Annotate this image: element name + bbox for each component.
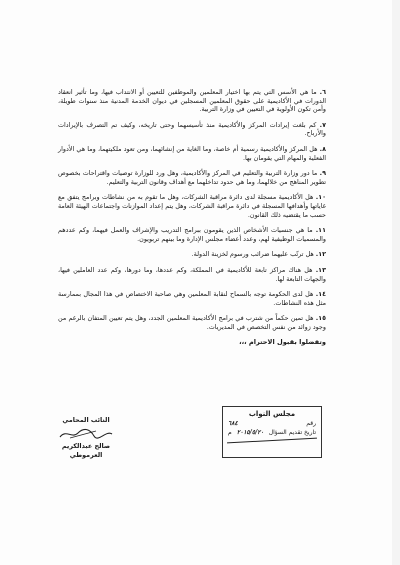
question-text: هل الأكاديمية مسجلة لدى دائرة مراقبة الشركات، وهل ما تقوم به من نشاطات وبرامج يتفق مع غاياتها وأهدافها المسجلة في دائرة مراقبة الشركات، وهل يتم إعداد الموازنات واجتماعات الهيئة العامة حسب ما يقتضيه ذلك القانون. bbox=[58, 193, 326, 219]
question-item bbox=[58, 266, 326, 283]
question-number: ٧. bbox=[319, 120, 326, 129]
question-text: كم بلغت إيرادات المركز والأكاديمية منذ تأسيسهما وحتى تاريخه، وكيف تم التصرف بالإيرادات والأرباح. bbox=[58, 120, 326, 138]
stamp-number-value: ٦٨٤ bbox=[228, 420, 238, 427]
question-number: ١٣. bbox=[315, 265, 326, 274]
stamp-number-label: رقم bbox=[306, 420, 316, 427]
parliament-stamp bbox=[222, 406, 322, 458]
signature-block bbox=[46, 416, 126, 460]
stamp-title: مجلس النواب bbox=[248, 410, 296, 418]
question-number: ١٥. bbox=[315, 314, 326, 323]
question-number: ٦. bbox=[319, 88, 326, 96]
closing-line: وتفضلوا بقبول الاحترام ،،، bbox=[239, 338, 326, 347]
question-text: ما هي الأسس التي يتم بها اختيار المعلمين والموظفين للتعيين أو الانتداب فيها، وما تأثير انعقاد الدورات في الأكاديمية على حقوق المعلمين المسجلين في ديوان الخدمة المدنية منذ سنوات طويلة، وأمن تكون الأولوية في التعيين في وزارة التربية. bbox=[58, 88, 326, 114]
question-text: هل لدى الحكومة توجه بالسماح لنقابة المعلمين وهي صاحبة الاختصاص في هذا المجال بممارسة مثل هذه النشاطات. bbox=[58, 290, 326, 307]
question-item bbox=[58, 145, 326, 162]
scan-edge bbox=[392, 0, 400, 565]
signature-name: صالح عبدالكريم العرموطي bbox=[61, 442, 111, 459]
question-number: ١٤. bbox=[315, 290, 326, 299]
question-text: هل ترتّب عليهما ضرائب ورسوم لخزينة الدولة. bbox=[191, 250, 314, 259]
handwritten-signature-icon bbox=[56, 427, 116, 441]
question-number: ١٢. bbox=[315, 250, 326, 259]
question-text: ما دور وزارة التربية والتعليم في المركز والأكاديمية، وهل ورد للوزارة توصيات واقتراحات بخصوص تطوير المناهج من خلالهما، وما هي حدود تداخلهما مع أهداف وقانون التربية والتعليم. bbox=[58, 169, 326, 186]
question-item bbox=[58, 290, 326, 307]
stamp-date-row bbox=[228, 428, 316, 437]
stamp-date-suffix: م bbox=[228, 429, 232, 436]
question-item bbox=[58, 169, 326, 186]
stamp-date-label: تاريخ تقديم السؤال bbox=[268, 429, 316, 436]
question-number: ٩. bbox=[319, 169, 326, 178]
question-item bbox=[58, 250, 326, 259]
question-number: ١١. bbox=[315, 226, 326, 235]
question-item bbox=[58, 314, 326, 331]
question-number: ٨. bbox=[319, 144, 326, 153]
stamp-pen-stroke bbox=[227, 438, 317, 444]
question-text: هل هناك مراكز تابعة للأكاديمية في المملكة، وكم عددها، وما دورها، وكم عدد العاملين فيها، والجهات التابعة لها. bbox=[58, 265, 326, 283]
stamp-number-row bbox=[228, 419, 316, 428]
question-number: ١٠. bbox=[315, 193, 326, 202]
question-item bbox=[58, 193, 326, 219]
question-item bbox=[58, 121, 326, 138]
questions-body bbox=[58, 88, 326, 347]
question-text: هل المركز والأكاديمية رسمية أم خاصة، وما الغاية من إنشائهما، ومن تعود ملكيتهما، وما هي الأدوار الفعلية والمهام التي يقومان بها. bbox=[58, 144, 326, 162]
question-text: هل تمين حكماً من شترب في برامج الأكاديمية المعلمين الجدد، وهل يتم تعيين المتفان بالرغم من وجود زوائد من نفس التخصص في المديريات. bbox=[58, 314, 326, 331]
question-item bbox=[58, 226, 326, 243]
question-item bbox=[58, 88, 326, 114]
stamp-date-value: ٢٠١٥/٥/٢٠ bbox=[236, 429, 264, 436]
signature-title: النائب المحامي bbox=[62, 416, 110, 424]
question-text: ما هي جنسيات الأشخاص الذين يقومون ببرامج التدريب والإشراف والعمل فيهما، وكم عددهم والمسميات الوظيفية لهم، وعدد أعضاء مجلس الإدارة وما بينهم تربويون. bbox=[58, 226, 326, 243]
